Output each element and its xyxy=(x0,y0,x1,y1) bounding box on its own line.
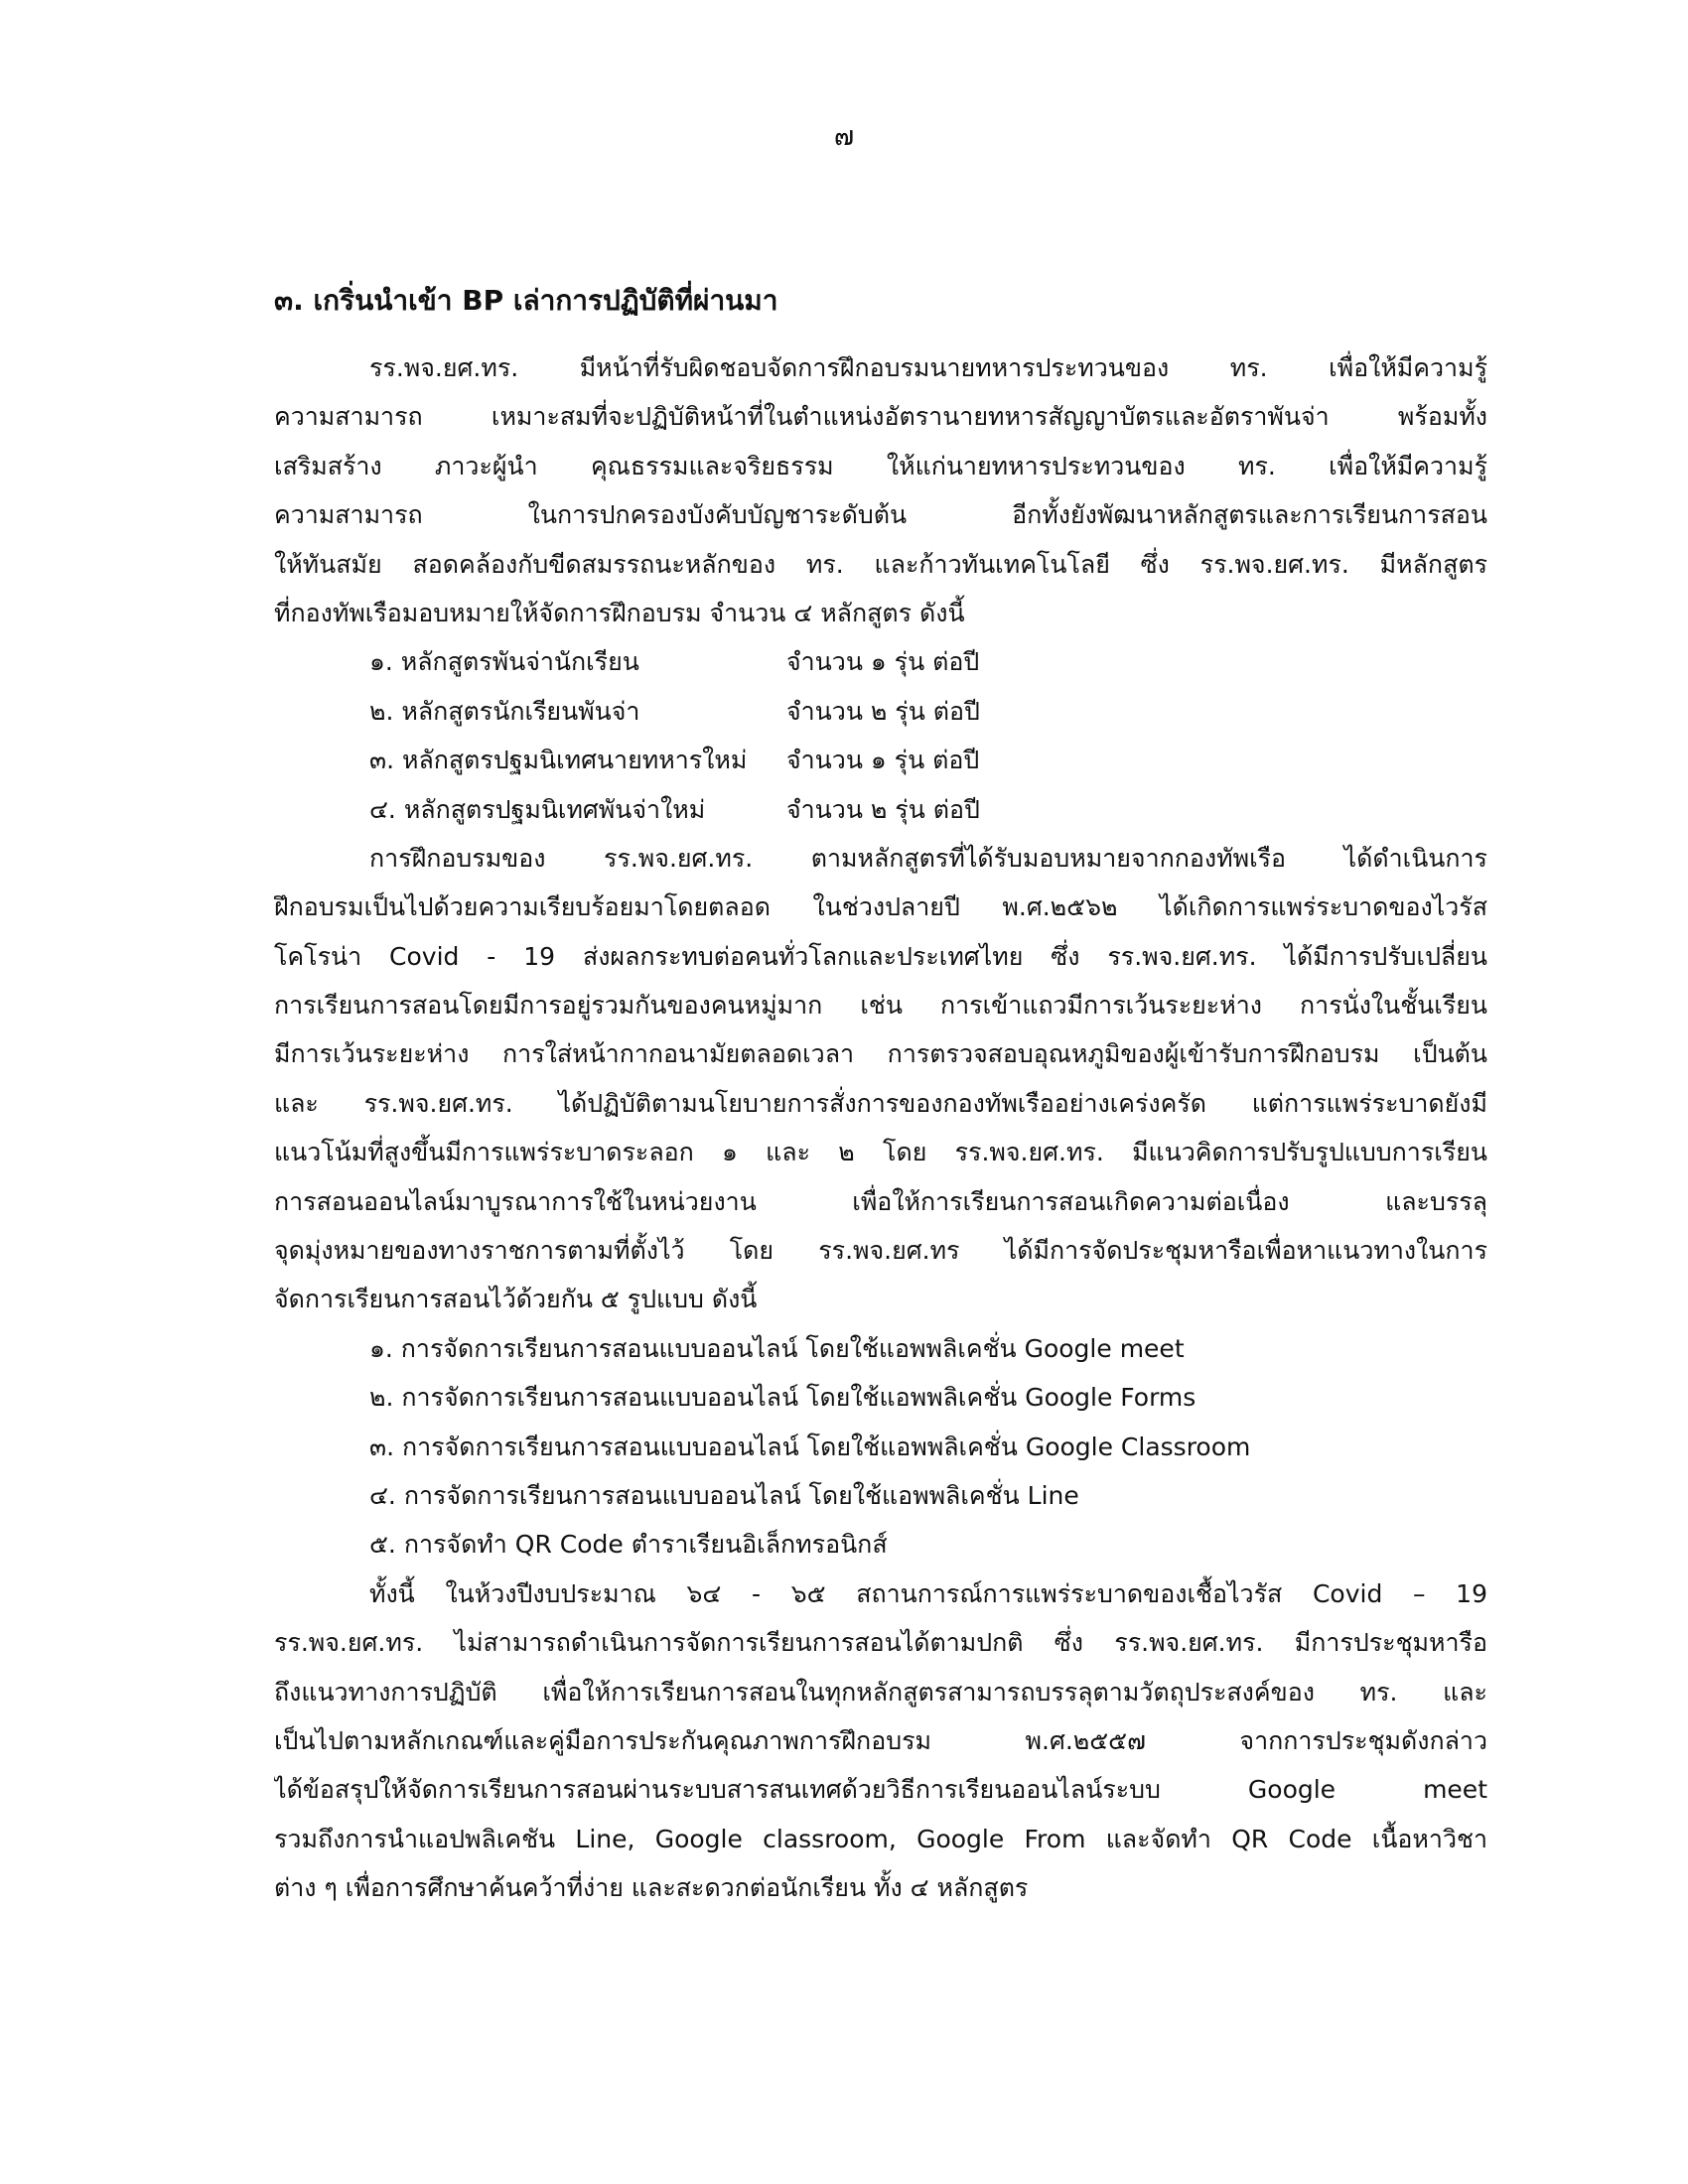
paragraph-line: ให้ทันสมัย สอดคล้องกับขีดสมรรถนะหลักของ ทร. และก้าวทันเทคโนโลยี ซึ่ง รร.พจ.ยศ.ทร. มีหลักสูตร xyxy=(274,549,1487,579)
paragraph-line: เสริมสร้าง ภาวะผู้นำ คุณธรรมและจริยธรรม ให้แก่นายทหารประทวนของ ทร. เพื่อให้มีความรู้ xyxy=(274,451,1487,480)
method-item: ๕. การจัดทำ QR Code ตำราเรียนอิเล็กทรอนิกส์ xyxy=(369,1530,888,1560)
course-count: จำนวน ๑ รุ่น ต่อปี xyxy=(786,746,980,775)
method-list xyxy=(274,1324,1487,1570)
course-list xyxy=(274,637,1487,834)
paragraph-line: แนวโน้มที่สูงขึ้นมีการแพร่ระบาดระลอก ๑ และ ๒ โดย รร.พจ.ยศ.ทร. มีแนวคิดการปรับรูปแบบการเรียน xyxy=(274,1138,1487,1167)
paragraph-line: โคโรน่า Covid - 19 ส่งผลกระทบต่อคนทั่วโลกและประเทศไทย ซึ่ง รร.พจ.ยศ.ทร. ได้มีการปรับเปลี่ยน xyxy=(274,941,1487,971)
document-body xyxy=(274,276,1487,1913)
paragraph-line: ฝึกอบรมเป็นไปด้วยความเรียบร้อยมาโดยตลอด ในช่วงปลายปี พ.ศ.๒๕๖๒ ได้เกิดการแพร่ระบาดของไวรัส xyxy=(274,892,1487,922)
method-item: ๒. การจัดการเรียนการสอนแบบออนไลน์ โดยใช้แอพพลิเคชั่น Google Forms xyxy=(369,1383,1196,1413)
method-item: ๔. การจัดการเรียนการสอนแบบออนไลน์ โดยใช้แอพพลิเคชั่น Line xyxy=(369,1480,1079,1510)
paragraph-line: จุดมุ่งหมายของทางราชการตามที่ตั้งไว้ โดย รร.พจ.ยศ.ทร ได้มีการจัดประชุมหารือเพื่อหาแนวทางในการ xyxy=(274,1236,1487,1266)
paragraph-summary xyxy=(274,1570,1487,1913)
paragraph-line: การเรียนการสอนโดยมีการอยู่รวมกันของคนหมู่มาก เช่น การเข้าแถวมีการเว้นระยะห่าง การนั่งในชั้นเรียน xyxy=(274,991,1487,1021)
course-name: ๓. หลักสูตรปฐมนิเทศนายทหารใหม่ xyxy=(369,746,748,775)
course-item xyxy=(274,736,1487,784)
paragraph-line: เป็นไปตามหลักเกณฑ์และคู่มือการประกันคุณภาพการฝึกอบรม พ.ศ.๒๕๕๗ จากการประชุมดังกล่าว xyxy=(274,1725,1487,1755)
paragraph-line: รวมถึงการนำแอปพลิเคชัน Line, Google classroom, Google From และจัดทำ QR Code เนื้อหาวิชา xyxy=(274,1824,1487,1853)
method-item: ๓. การจัดการเรียนการสอนแบบออนไลน์ โดยใช้แอพพลิเคชั่น Google Classroom xyxy=(369,1432,1251,1461)
paragraph-covid xyxy=(274,834,1487,1324)
paragraph-line: การฝึกอบรมของ รร.พจ.ยศ.ทร. ตามหลักสูตรที่ได้รับมอบหมายจากกองทัพเรือ ได้ดำเนินการ xyxy=(369,843,1487,873)
section-heading: ๓. เกริ่นนำเข้า BP เล่าการปฏิบัติที่ผ่านมา xyxy=(274,284,778,317)
paragraph-line: การสอนออนไลน์มาบูรณาการใช้ในหน่วยงาน เพื่อให้การเรียนการสอนเกิดความต่อเนื่อง และบรรลุ xyxy=(274,1186,1487,1216)
paragraph-line: ได้ข้อสรุปให้จัดการเรียนการสอนผ่านระบบสารสนเทศด้วยวิธีการเรียนออนไลน์ระบบ Google meet xyxy=(274,1775,1487,1805)
method-item: ๑. การจัดการเรียนการสอนแบบออนไลน์ โดยใช้แอพพลิเคชั่น Google meet xyxy=(369,1333,1185,1363)
course-item xyxy=(274,637,1487,686)
course-count: จำนวน ๒ รุ่น ต่อปี xyxy=(786,794,980,824)
paragraph-line: จัดการเรียนการสอนไว้ด้วยกัน ๕ รูปแบบ ดังนี้ xyxy=(274,1285,758,1314)
paragraph-line: รร.พจ.ยศ.ทร. ไม่สามารถดำเนินการจัดการเรียนการสอนได้ตามปกติ ซึ่ง รร.พจ.ยศ.ทร. มีการประชุมหารือ xyxy=(274,1628,1487,1658)
course-name: ๒. หลักสูตรนักเรียนพันจ่า xyxy=(369,696,640,726)
paragraph-line: ความสามารถ เหมาะสมที่จะปฏิบัติหน้าที่ในตำแหน่งอัตรานายทหารสัญญาบัตรและอัตราพันจ่า พร้อมทั้ง xyxy=(274,402,1487,432)
paragraph-line: ที่กองทัพเรือมอบหมายให้จัดการฝึกอบรม จำนวน ๔ หลักสูตร ดังนี้ xyxy=(274,598,965,627)
paragraph-line: ความสามารถ ในการปกครองบังคับบัญชาระดับต้น อีกทั้งยังพัฒนาหลักสูตรและการเรียนการสอน xyxy=(274,500,1487,530)
paragraph-line: ทั้งนี้ ในห้วงปีงบประมาณ ๖๔ - ๖๕ สถานการณ์การแพร่ระบาดของเชื้อไวรัส Covid – 19 xyxy=(369,1578,1487,1608)
paragraph-line: ต่าง ๆ เพื่อการศึกษาค้นคว้าที่ง่าย และสะดวกต่อนักเรียน ทั้ง ๔ หลักสูตร xyxy=(274,1873,1029,1903)
page-number: ๗ xyxy=(833,121,855,152)
course-name: ๑. หลักสูตรพันจ่านักเรียน xyxy=(369,647,639,677)
course-item xyxy=(274,687,1487,736)
paragraph-line: และ รร.พจ.ยศ.ทร. ได้ปฏิบัติตามนโยบายการสั่งการของกองทัพเรืออย่างเคร่งครัด แต่การแพร่ระบาดยังมี xyxy=(274,1088,1487,1118)
paragraph-line: ถึงแนวทางการปฏิบัติ เพื่อให้การเรียนการสอนในทุกหลักสูตรสามารถบรรลุตามวัตถุประสงค์ของ ทร. และ xyxy=(274,1677,1487,1706)
course-item xyxy=(274,785,1487,834)
paragraph-line: รร.พจ.ยศ.ทร. มีหน้าที่รับผิดชอบจัดการฝึกอบรมนายทหารประทวนของ ทร. เพื่อให้มีความรู้ xyxy=(369,353,1487,382)
course-count: จำนวน ๒ รุ่น ต่อปี xyxy=(786,696,980,726)
course-count: จำนวน ๑ รุ่น ต่อปี xyxy=(786,647,980,677)
paragraph-intro xyxy=(274,343,1487,637)
paragraph-line: มีการเว้นระยะห่าง การใส่หน้ากากอนามัยตลอดเวลา การตรวจสอบอุณหภูมิของผู้เข้ารับการฝึกอบรม เป็นต้น xyxy=(274,1039,1487,1069)
course-name: ๔. หลักสูตรปฐมนิเทศพันจ่าใหม่ xyxy=(369,794,706,824)
